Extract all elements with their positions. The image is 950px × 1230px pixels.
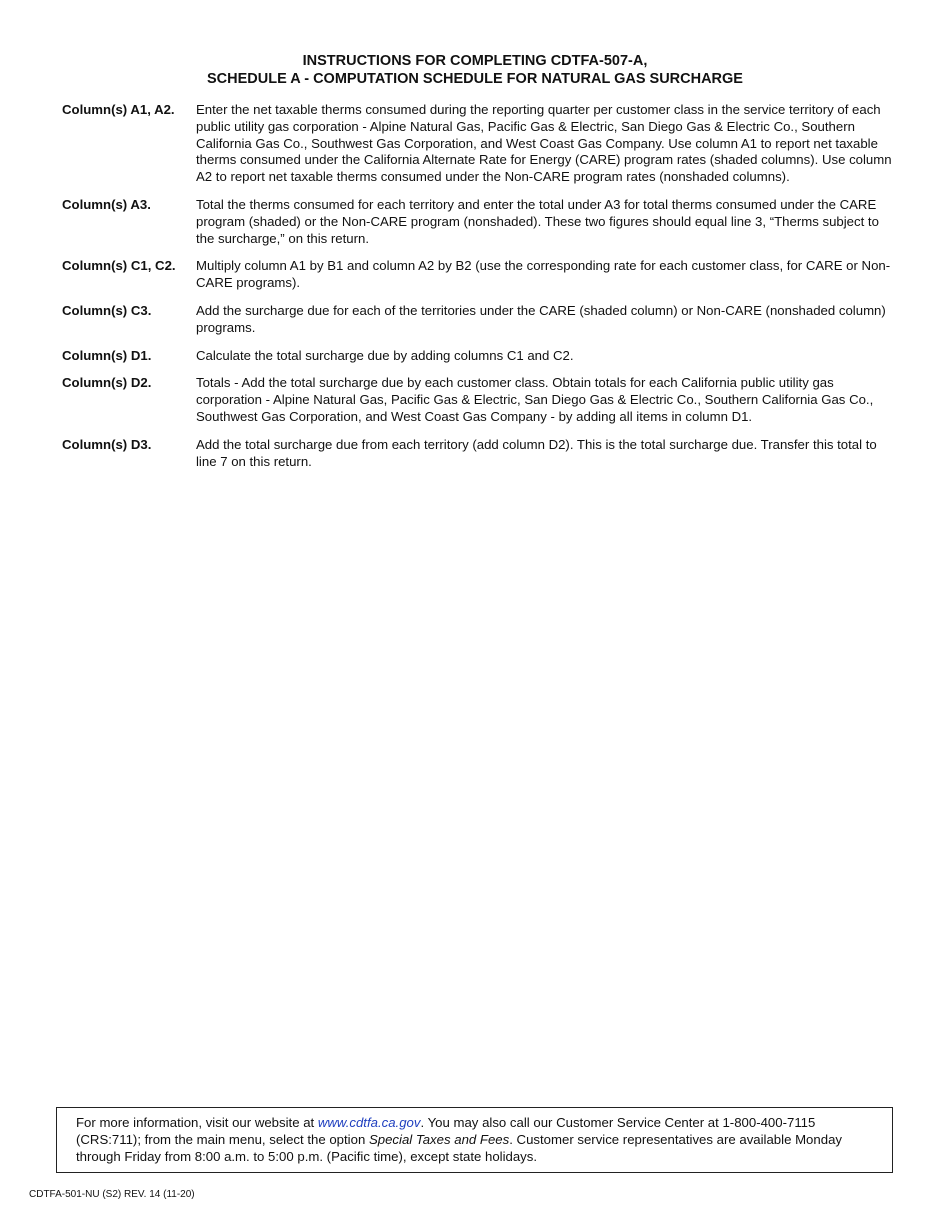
- title-line-1: INSTRUCTIONS FOR COMPLETING CDTFA-507-A,: [302, 53, 648, 69]
- instruction-label: Column(s) D1.: [62, 347, 152, 363]
- instruction-row-d1: [62, 348, 892, 365]
- instruction-text: Add the surcharge due for each of the territories under the CARE (shaded column) or Non-CARE (nonshaded column) programs.: [196, 302, 886, 335]
- instruction-row-a3: [62, 197, 892, 247]
- instruction-text: Multiply column A1 by B1 and column A2 by B2 (use the corresponding rate for each customer class, for CARE or Non-CARE programs).: [196, 258, 891, 291]
- instruction-label: Column(s) A1, A2.: [62, 102, 175, 117]
- instruction-text: Calculate the total surcharge due by adding columns C1 and C2.: [196, 347, 574, 363]
- instruction-text: Enter the net taxable therms consumed during the reporting quarter per customer class in the service territory of each public utility gas corporation - Alpine Natural Gas, Pacific Gas & Electric, San Diego Gas & Electric Co., Southern California Gas Co., Southwest Gas Corporation, and West Coast Gas Company. Use column A1 to report net taxable therms consumed under the California Alternate Rate for Energy (CARE) program rates (shaded columns). Use column A2 to report net taxable therms consumed under the Non-CARE program rates (nonshaded columns).: [196, 102, 892, 185]
- instruction-text: Totals - Add the total surcharge due by each customer class. Obtain totals for each California public utility gas corporation - Alpine Natural Gas, Pacific Gas & Electric, San Diego Gas & Electric Co., Southern California Gas Co., Southwest Gas Corporation, and West Coast Gas Company - by adding all items in column D1.: [196, 375, 874, 424]
- website-link[interactable]: www.cdtfa.ca.gov: [317, 1115, 421, 1130]
- instructions-list: [62, 102, 892, 481]
- info-text-intro: For more information, visit our website at: [76, 1115, 318, 1130]
- info-text-phone: . You may also call our Customer Service Center at 1-800-400-7115 (CRS:711); from the main menu, select the option: [76, 1115, 816, 1147]
- instruction-text: Total the therms consumed for each territory and enter the total under A3 for total therms consumed under the CARE program (shaded) or the Non-CARE program (nonshaded). These two figures should equal line 3, “Therms subject to the surcharge,” on this return.: [196, 196, 879, 246]
- instruction-label: Column(s) A3.: [62, 196, 151, 212]
- instruction-text: Add the total surcharge due from each territory (add column D2). This is the total surcharge due. Transfer this total to line 7 on this return.: [196, 436, 877, 469]
- instruction-row-c3: [62, 303, 892, 337]
- form-revision-code: CDTFA-501-NU (S2) REV. 14 (11-20): [29, 1189, 195, 1200]
- info-text-hours: . Customer service representatives are available Monday through Friday from 8:00 a.m. to 5:00 p.m. (Pacific time), except state holidays.: [76, 1131, 842, 1164]
- instruction-label: Column(s) C3.: [62, 302, 152, 318]
- instruction-label: Column(s) C1, C2.: [62, 258, 176, 274]
- title-line-2: SCHEDULE A - COMPUTATION SCHEDULE FOR NATURAL GAS SURCHARGE: [207, 71, 743, 87]
- instruction-row-d3: [62, 437, 892, 471]
- menu-option-text: Special Taxes and Fees: [368, 1131, 510, 1147]
- instruction-row-d2: [62, 375, 892, 425]
- instruction-row-a1-a2: [62, 102, 892, 186]
- instruction-row-c1-c2: [62, 258, 892, 292]
- more-info-box: [56, 1107, 893, 1173]
- instruction-label: Column(s) D2.: [62, 375, 152, 391]
- page-title: [0, 52, 950, 88]
- instruction-label: Column(s) D3.: [62, 436, 152, 452]
